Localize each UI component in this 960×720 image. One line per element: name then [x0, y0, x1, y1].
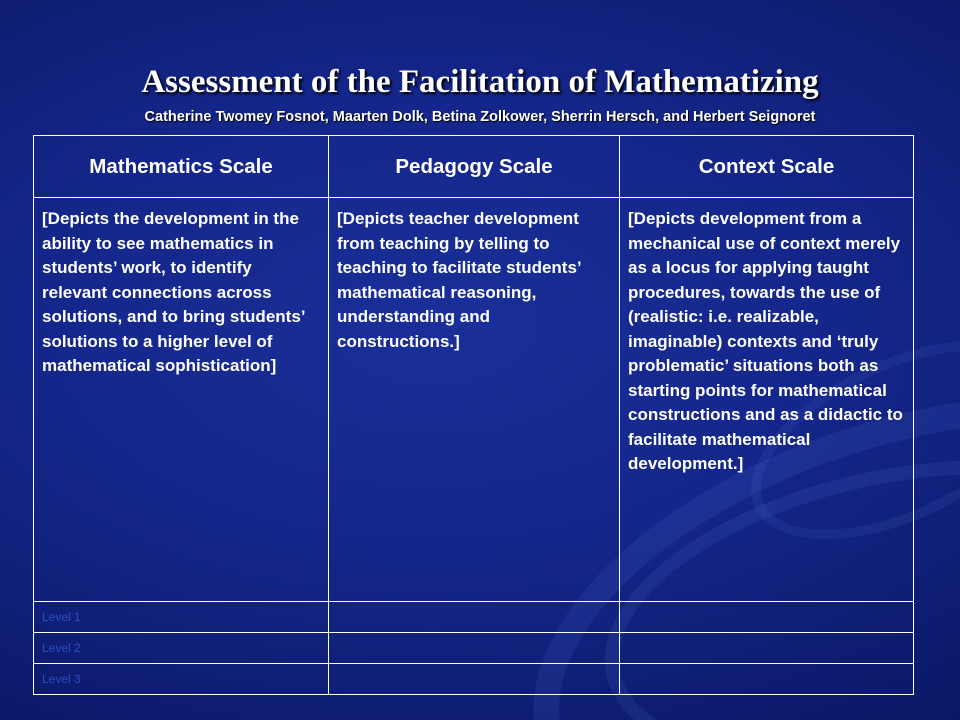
- pedagogy-scale-description: [Depicts teacher development from teaching by telling to teaching to facilitate students’ mathematical reasoning, understanding and constructions.]: [329, 198, 620, 602]
- mathematics-scale-description: [Depicts the development in the ability to see mathematics in students’ work, to identify relevant connections across solutions, and to bring students’ solutions to a higher level of mathematical sophistication]: [34, 198, 329, 602]
- table-cell: [329, 664, 620, 695]
- header-context-scale: Context Scale: [620, 136, 914, 198]
- slide-title: Assessment of the Facilitation of Mathematizing: [141, 64, 819, 100]
- header-mathematics-scale: Mathematics Scale: [34, 136, 329, 198]
- table-cell: [620, 633, 914, 664]
- table-cell: [620, 664, 914, 695]
- assessment-table: [33, 135, 914, 695]
- slide-subtitle: Catherine Twomey Fosnot, Maarten Dolk, Betina Zolkower, Sherrin Hersch, and Herbert Seignoret: [144, 109, 816, 125]
- level-label: Level 3: [34, 664, 329, 695]
- table-row-level-3: [34, 664, 914, 695]
- table-cell: [329, 602, 620, 633]
- table-header-row: [34, 136, 914, 198]
- context-scale-description: [Depicts development from a mechanical use of context merely as a locus for applying taught procedures, towards the use of (realistic: i.e. realizable, imaginable) contexts and ‘truly problematic’ situations both as starting points for mathematical constructions and as a didactic to facilitate mathematical development.]: [620, 198, 914, 602]
- table-row-level-1: [34, 602, 914, 633]
- table-row-level-2: [34, 633, 914, 664]
- header-pedagogy-scale: Pedagogy Scale: [329, 136, 620, 198]
- table-row-descriptions: [34, 198, 914, 602]
- level-label: Level 1: [34, 602, 329, 633]
- level-label: Level 2: [34, 633, 329, 664]
- table-cell: [329, 633, 620, 664]
- table-cell: [620, 602, 914, 633]
